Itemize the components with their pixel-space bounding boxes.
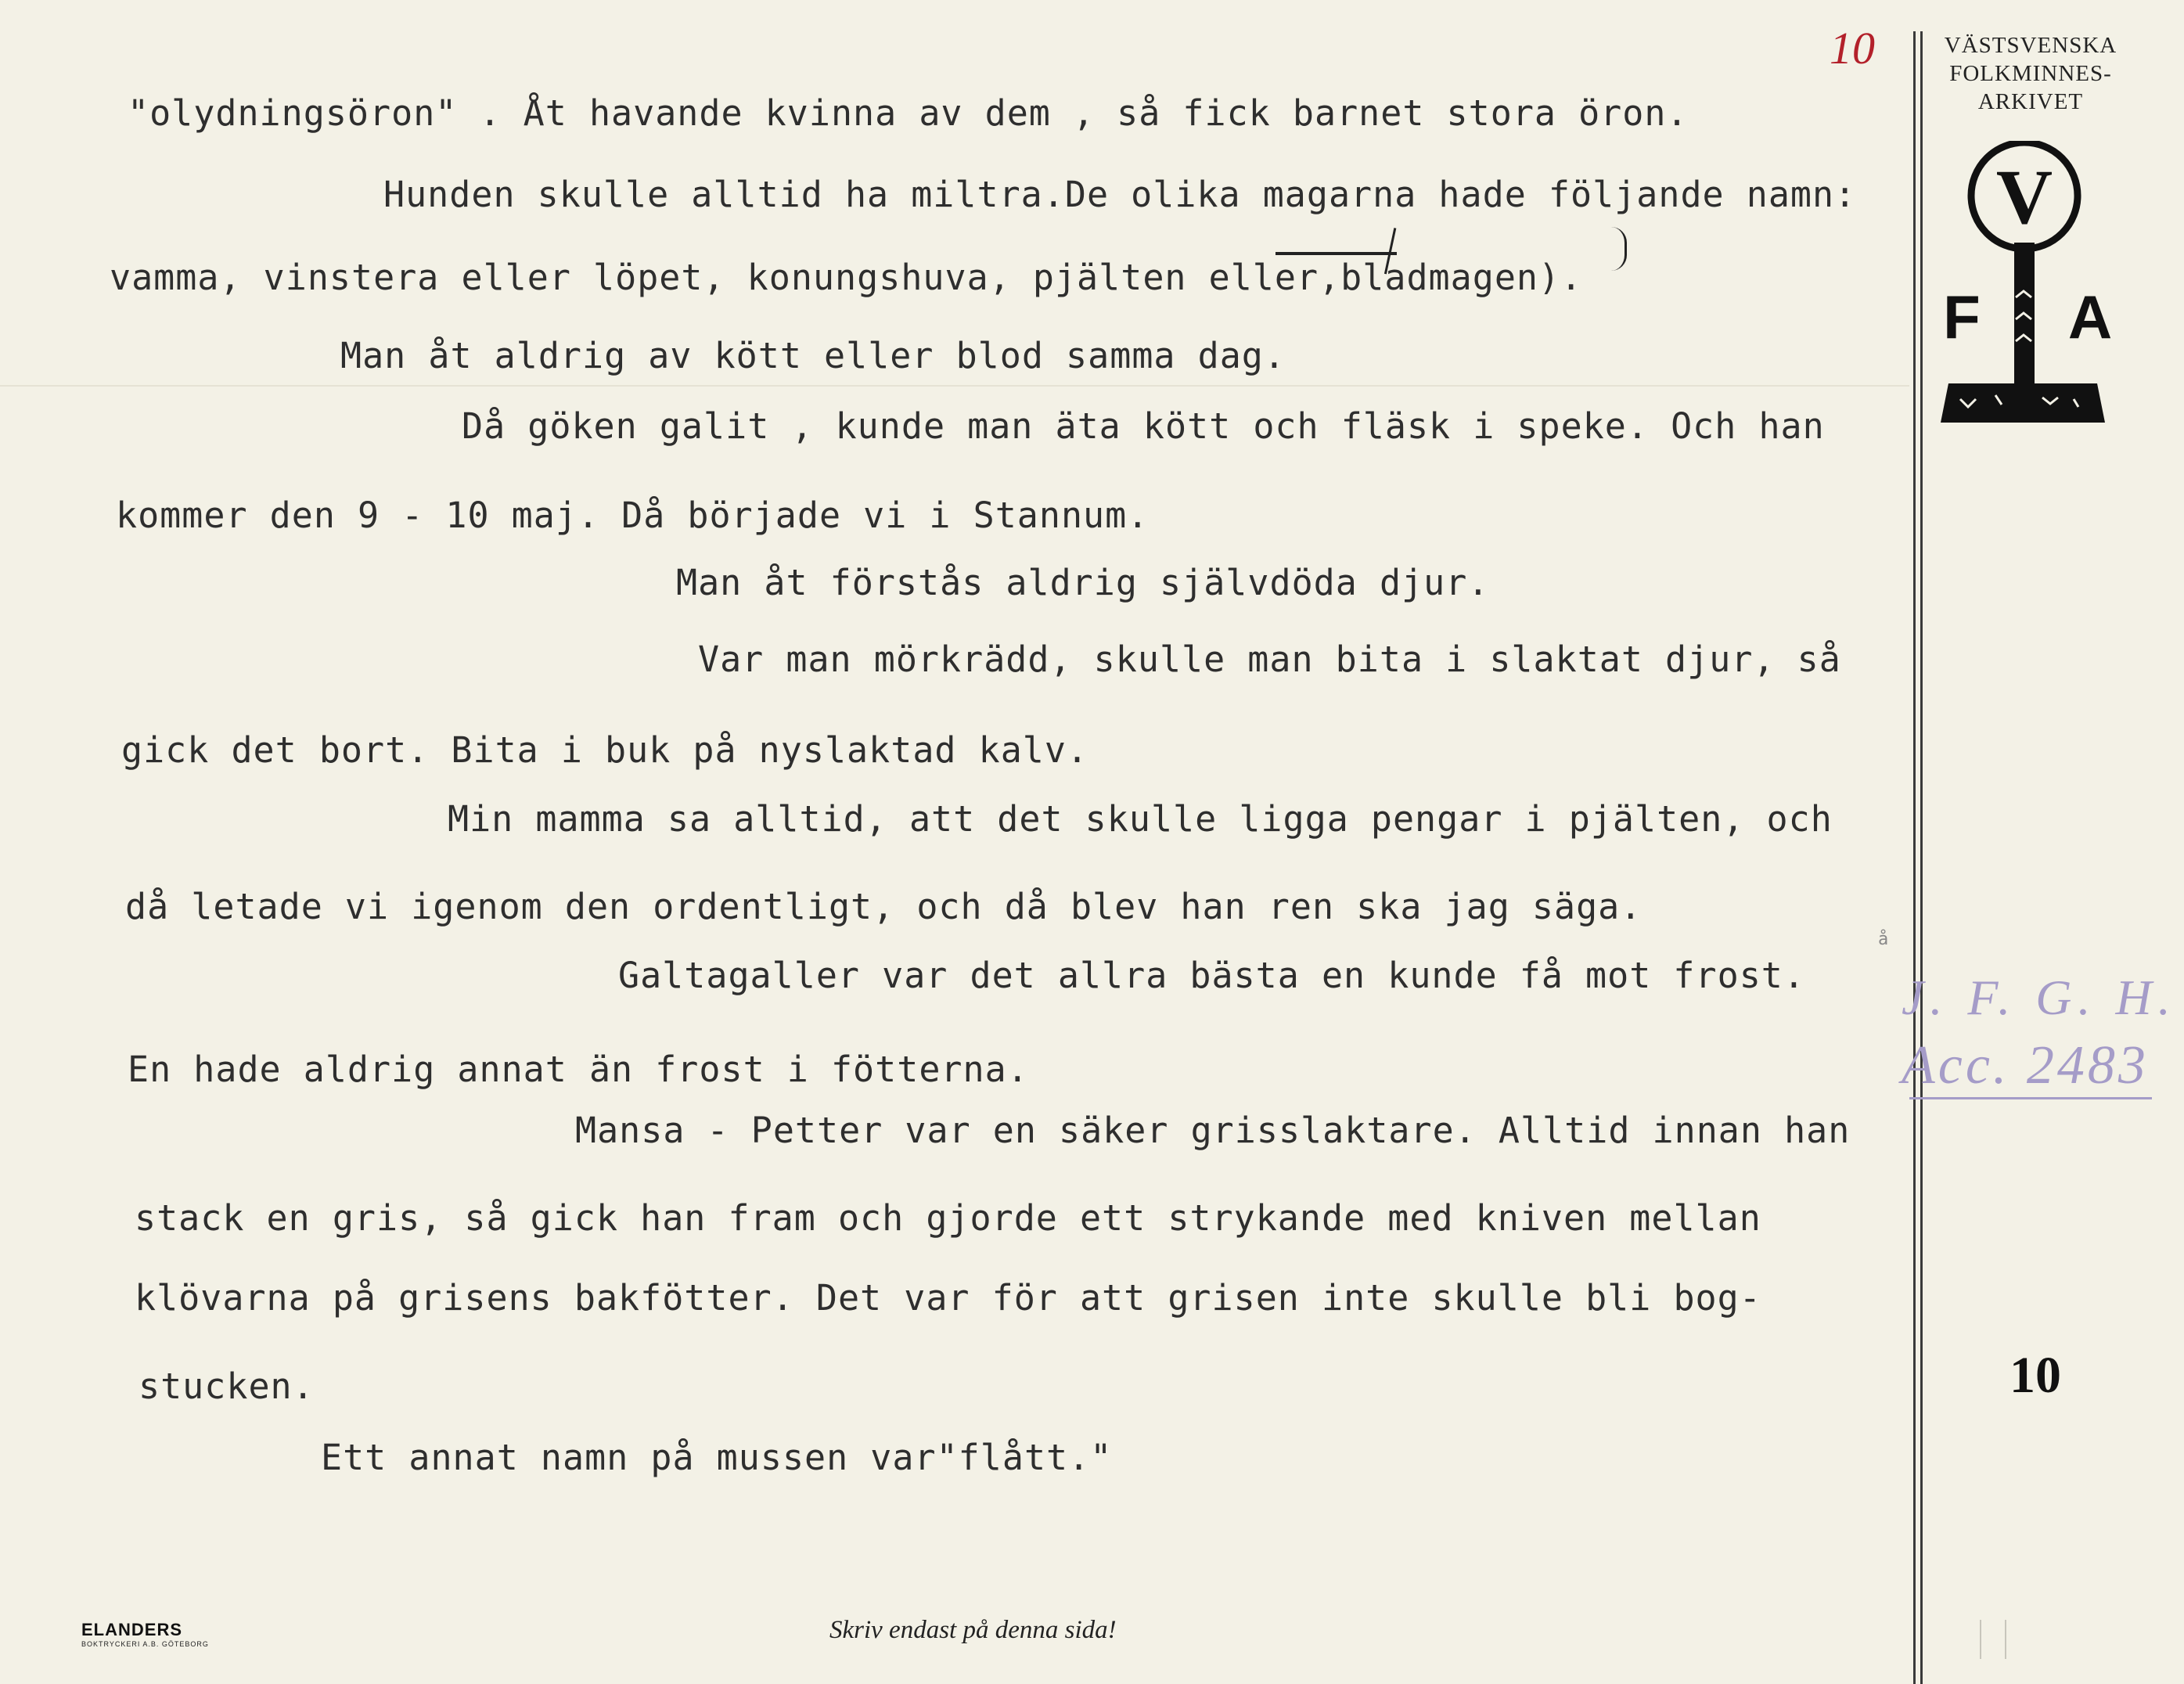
stamp-underline bbox=[1909, 1097, 2152, 1099]
archive-name-line1: VÄSTSVENSKA bbox=[1944, 33, 2117, 58]
handwritten-page-number: 10 bbox=[1830, 23, 1875, 74]
text-line: vamma, vinstera eller löpet, konungshuva, pjälten eller,bladmagen). bbox=[110, 257, 1583, 298]
logo-letter-v: V bbox=[1995, 153, 2053, 240]
text-line: stack en gris, så gick han fram och gjorde ett strykande med kniven mellan bbox=[135, 1197, 1761, 1239]
hammer-logo-icon bbox=[1941, 141, 2128, 454]
overtype-mark: å bbox=[1878, 930, 1889, 949]
strikethrough-mark bbox=[1275, 252, 1397, 255]
archive-name-line3: ARKIVET bbox=[1977, 89, 2084, 114]
archive-stamp-accession: Acc. 2483 bbox=[1902, 1035, 2149, 1096]
text-line: Mansa - Petter var en säker grisslaktare. Alltid innan han bbox=[575, 1110, 1851, 1151]
closing-bracket-mark bbox=[1610, 227, 1627, 271]
printer-mark: ELANDERS bbox=[81, 1620, 183, 1639]
text-line: gick det bort. Bita i buk på nyslaktad kalv. bbox=[121, 729, 1089, 771]
archive-stamp-initials: J. F. G. H. bbox=[1902, 970, 2177, 1025]
faint-guide-line bbox=[0, 385, 1909, 387]
archive-header bbox=[1933, 31, 2128, 116]
text-line: "olydningsöron" . Åt havande kvinna av dem , så fick barnet stora öron. bbox=[128, 92, 1689, 134]
text-line: Man åt aldrig av kött eller blod samma dag. bbox=[340, 335, 1286, 376]
text-line: Hunden skulle alltid ha miltra.De olika magarna hade följande namn: bbox=[383, 174, 1857, 215]
text-line: då letade vi igenom den ordentligt, och då blev han ren ska jag säga. bbox=[125, 886, 1642, 927]
text-line: kommer den 9 - 10 maj. Då började vi i Stannum. bbox=[116, 495, 1150, 536]
text-line: Ett annat namn på mussen var"flått." bbox=[321, 1437, 1113, 1478]
text-line: Var man mörkrädd, skulle man bita i slaktat djur, så bbox=[698, 639, 1841, 680]
logo-letter-a: A bbox=[2067, 282, 2113, 351]
footer-instruction: Skriv endast på denna sida! bbox=[829, 1616, 1117, 1644]
margin-tick-mark bbox=[1980, 1620, 2006, 1659]
printer-mark-subtitle: BOKTRYCKERI A.B. GÖTEBORG bbox=[81, 1640, 209, 1648]
text-line: En hade aldrig annat än frost i fötterna. bbox=[128, 1049, 1029, 1090]
text-line: stucken. bbox=[139, 1366, 315, 1407]
text-line: klövarna på grisens bakfötter. Det var för att grisen inte skulle bli bog- bbox=[135, 1277, 1761, 1319]
text-line: Man åt förstås aldrig självdöda djur. bbox=[676, 562, 1490, 603]
logo-letter-f: F bbox=[1943, 282, 1981, 351]
margin-rule bbox=[1913, 31, 1916, 1684]
margin-rule bbox=[1920, 31, 1923, 1684]
text-line: Min mamma sa alltid, att det skulle ligga pengar i pjälten, och bbox=[448, 798, 1833, 840]
text-line: Då göken galit , kunde man äta kött och fläsk i speke. Och han bbox=[462, 405, 1825, 447]
page-number: 10 bbox=[2009, 1347, 2061, 1404]
text-line: Galtagaller var det allra bästa en kunde få mot frost. bbox=[618, 955, 1805, 996]
archive-name-line2: FOLKMINNES- bbox=[1949, 61, 2112, 86]
archive-logo bbox=[1941, 141, 2128, 454]
